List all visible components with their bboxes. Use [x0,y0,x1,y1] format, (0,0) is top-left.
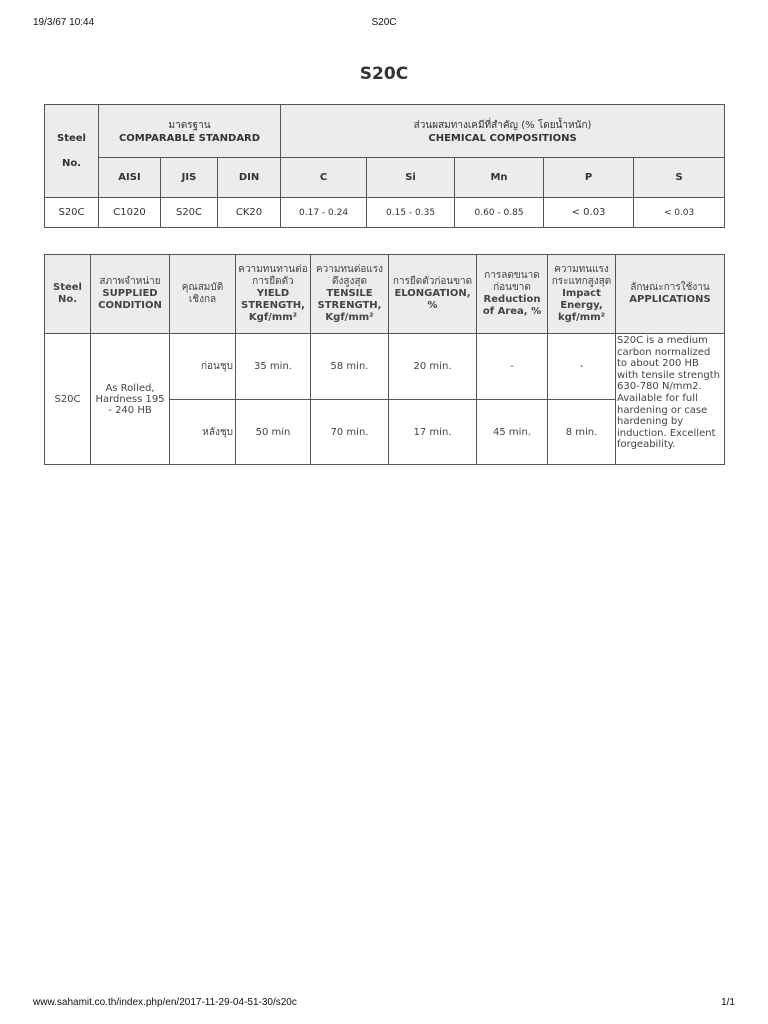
cell-elongation: 17 min. [389,400,477,465]
cell-steel: S20C [45,334,91,465]
cell-yield: 50 min [236,400,311,465]
cell-tensile: 58 min. [311,334,389,400]
cell-mn: 0.60 - 0.85 [455,198,544,228]
col-c: C [281,158,367,198]
cell-reduction: 45 min. [477,400,548,465]
cell-steel: S20C [45,198,99,228]
steel-no-header: Steel No. [45,105,99,198]
cell-si: 0.15 - 0.35 [367,198,455,228]
cell-impact: 8 min. [548,400,616,465]
print-doc-title: S20C [371,17,397,28]
mechanical-properties-header: คุณสมบัติเชิงกล [170,255,236,334]
cell-s: < 0.03 [634,198,725,228]
steel-no-header: Steel No. [45,255,91,334]
cell-supplied-condition: As Rolled, Hardness 195 - 240 HB [91,334,170,465]
footer-url: www.sahamit.co.th/index.php/en/2017-11-29-04-51-30/s20c [33,997,297,1008]
reduction-of-area-header: การลดขนาดก่อนขาด Reduction of Area, % [477,255,548,334]
table-row [45,334,725,400]
cell-impact: - [548,334,616,400]
page-title: S20C [359,64,409,84]
cell-yield: 35 min. [236,334,311,400]
tensile-strength-header: ความทนต่อแรงดึงสูงสุด TENSILE STRENGTH, Kgf/mm² [311,255,389,334]
col-p: P [544,158,634,198]
footer-page-number: 1/1 [721,997,735,1008]
comparable-standard-header: มาตรฐาน COMPARABLE STANDARD [99,105,281,158]
supplied-condition-header: สภาพจำหน่าย SUPPLIED CONDITION [91,255,170,334]
cell-p: < 0.03 [544,198,634,228]
col-mn: Mn [455,158,544,198]
col-si: Si [367,158,455,198]
cell-state: หลังชุบ [170,400,236,465]
elongation-header: การยืดตัวก่อนขาด ELONGATION, % [389,255,477,334]
cell-aisi: C1020 [99,198,161,228]
chemical-compositions-header: ส่วนผสมทางเคมีที่สำคัญ (% โดยน้ำหนัก) CHEMICAL COMPOSITIONS [281,105,725,158]
cell-state: ก่อนชุบ [170,334,236,400]
print-datetime: 19/3/67 10:44 [33,17,95,28]
cell-jis: S20C [161,198,218,228]
cell-din: CK20 [218,198,281,228]
cell-tensile: 70 min. [311,400,389,465]
cell-reduction: - [477,334,548,400]
col-s: S [634,158,725,198]
yield-strength-header: ความทนทานต่อการยืดตัว YIELD STRENGTH, Kgf/mm² [236,255,311,334]
col-aisi: AISI [99,158,161,198]
chemical-composition-table [44,104,725,228]
cell-c: 0.17 - 0.24 [281,198,367,228]
impact-energy-header: ความทนแรงกระแทกสูงสุด Impact Energy, kgf/mm² [548,255,616,334]
cell-application: S20C is a medium carbon normalized to about 200 HB with tensile strength 630-780 N/mm2. Available for full hardening or case hardening by induction. Excellent forgeability. [616,334,725,465]
col-din: DIN [218,158,281,198]
cell-elongation: 20 min. [389,334,477,400]
table-row [45,198,725,228]
col-jis: JIS [161,158,218,198]
mechanical-properties-table [44,254,725,465]
applications-header: ลักษณะการใช้งาน APPLICATIONS [616,255,725,334]
